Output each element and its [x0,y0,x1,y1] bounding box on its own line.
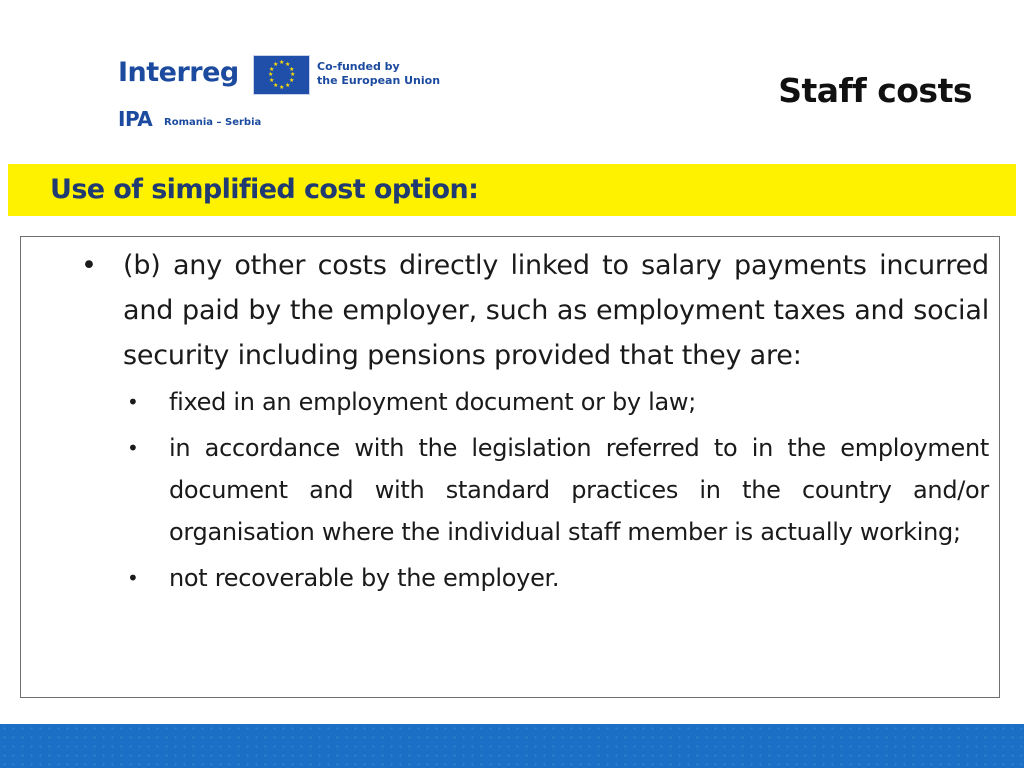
section-heading: Use of simplified cost option: [50,174,479,205]
programme-region: Romania – Serbia [164,117,262,128]
ipa-wordmark: IPA [118,107,153,131]
sub-bullet-icon: • [127,436,139,460]
sub-item-text: not recoverable by the employer. [169,564,560,592]
sub-item-text: fixed in an employment document or by law; [169,388,697,416]
footer-bar [0,724,1024,768]
list-item [81,243,989,599]
cofunded-line-1: Co-funded by [317,60,400,73]
sub-bullet-icon: • [127,390,139,414]
slide-title: Staff costs [778,71,972,110]
interreg-wordmark: Interreg [118,57,239,88]
sub-bullet-icon: • [127,566,139,590]
cofunded-label [317,60,440,88]
sub-bullet-list [123,381,989,599]
eu-flag-icon: ★ ★ ★ ★ ★ ★ ★ ★ ★ ★ ★ ★ [253,55,310,95]
sub-list-item [123,381,989,423]
content-box [20,236,1000,698]
sub-item-text: in accordance with the legislation referred to in the employment document and with standard practices in the country and/or organisation where the individual staff member is actually working; [169,434,989,546]
sub-list-item [123,557,989,599]
main-item-text: (b) any other costs directly linked to salary payments incurred and paid by the employer, such as employment taxes and social security including pensions provided that they are: [123,250,989,371]
sub-list-item [123,427,989,553]
bullet-list [81,243,989,599]
bullet-icon: • [81,250,97,281]
interreg-logo [118,52,448,134]
cofunded-line-2: the European Union [317,74,441,87]
section-heading-band [8,164,1016,216]
